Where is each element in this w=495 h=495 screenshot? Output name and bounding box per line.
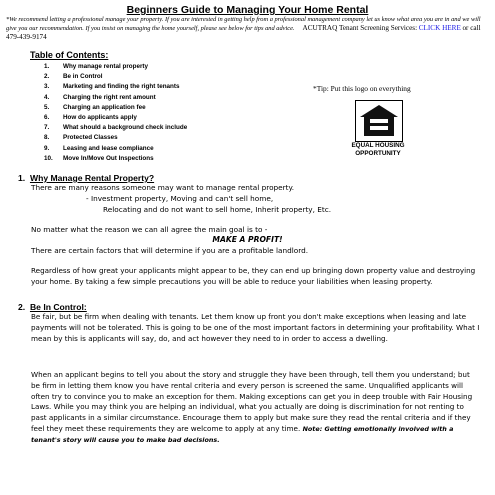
section-1-line-4: No matter what the reason we can all agree the main goal is to - <box>31 225 268 234</box>
toc-item <box>44 93 187 103</box>
section-1-paragraph-2: Regardless of how great your applicants might appear to be, they can end up bringing down property value and destroying your home. By taking a few simple precautions you will be able to reduce your liabilities when leasing property. <box>31 266 476 286</box>
toc-item <box>44 113 187 123</box>
logo-line-1: EQUAL HOUSING <box>351 142 405 149</box>
toc-item-number: 4. <box>44 93 50 101</box>
section-1-number: 1. <box>18 173 26 183</box>
toc-item-number: 5. <box>44 103 50 111</box>
section-2-note: Note: Getting emotionally involved with a tenant's story will cause you to make bad decisions. <box>31 424 454 444</box>
toc-item-label: Move In/Move Out Inspections <box>63 154 154 162</box>
toc-item <box>44 82 187 92</box>
toc-item <box>44 103 187 113</box>
toc-item-number: 6. <box>44 113 50 121</box>
table-of-contents <box>44 62 187 164</box>
logo-line-2: OPPORTUNITY <box>355 150 401 157</box>
intro-note <box>6 16 490 42</box>
click-here-link[interactable]: CLICK HERE <box>418 24 461 32</box>
section-1-line-3: Relocating and do not want to sell home, Inherit property, Etc. <box>103 205 332 214</box>
toc-item <box>44 62 187 72</box>
toc-item-number: 1. <box>44 63 50 70</box>
toc-item-label: How do applicants apply <box>63 113 137 121</box>
toc-item-label: Leasing and lease compliance <box>63 144 154 152</box>
logo-frame <box>355 100 403 142</box>
toc-item-number: 2. <box>44 73 50 81</box>
section-1-line-2: - Investment property, Moving and can't sell home, <box>86 194 274 203</box>
section-1-line-5: There are certain factors that will determine if you are a profitable landlord. <box>31 246 309 255</box>
section-2-title: Be In Control: <box>29 302 87 312</box>
toc-item-label: What should a background check include <box>63 124 188 132</box>
section-2-paragraph-1: Be fair, but be firm when dealing with tenants. Let them know up front you don't make exceptions when leasing and late payments will not be tolerated. This is going to be one of the most important factors in determining your profitability. What I mean by this is applicants will say, do, and act however they need to in order to access a dwelling. <box>31 312 480 343</box>
toc-item <box>44 133 187 143</box>
toc-item <box>44 144 187 154</box>
toc-item-number: 3. <box>44 83 50 91</box>
toc-item <box>44 123 187 133</box>
logo-tip: *Tip: Put this logo on everything <box>313 84 411 93</box>
page-title: Beginners Guide to Managing Your Home Rental <box>126 4 369 16</box>
toc-item <box>44 154 187 164</box>
toc-item-label: Marketing and finding the right tenants <box>63 83 180 91</box>
toc-item-label: Charging the right rent amount <box>63 93 156 101</box>
section-1-line-1: There are many reasons someone may want to manage rental property. <box>31 183 295 192</box>
equal-housing-logo <box>341 100 413 164</box>
logo-caption <box>341 142 415 158</box>
service-label: ACUTRAQ Tenant Screening Services: <box>302 24 418 32</box>
toc-item-label: Why manage rental property <box>63 63 149 70</box>
phone-contact: or call 479-439-9174 <box>6 24 481 41</box>
intro-text: *We recommend letting a professional manage your property. If you are interested in getting help from a professional management company let us know what area you are in and we will give you our recommendation. If you insist on managing the home yourself, please see below for tips and advice. <box>6 16 481 32</box>
section-2-number: 2. <box>18 302 26 312</box>
section-2-paragraph-2-text: When an applicant begins to tell you about the story and struggle they have been through, tell them you understand; but be firm in letting them know you have rental criteria and every person is screened the same. Unqualified applicants will often try to convince you to make an exception for them. Making exceptions can get you in deep trouble with Fair Housing Laws. While you may think you are helping an individual, what you actually are doing is discrimination for not renting to past applicants in a similar circumstance. Encourage them to apply but make sure they read the rental criteria and if they feel they meet these requirements they are welcome to apply at any time. <box>31 370 473 433</box>
toc-item-number: 8. <box>44 134 50 142</box>
make-a-profit: MAKE A PROFIT! <box>212 235 283 244</box>
section-1-title: Why Manage Rental Property? <box>29 173 155 183</box>
toc-item-number: 10. <box>44 154 53 162</box>
toc-item-label: Charging an application fee <box>63 103 146 111</box>
section-2-heading <box>18 302 87 312</box>
toc-item <box>44 72 187 82</box>
toc-item-number: 9. <box>44 144 50 152</box>
toc-heading: Table of Contents: <box>30 50 109 60</box>
toc-item-label: Be in Control <box>63 73 103 81</box>
toc-item-number: 7. <box>44 124 50 132</box>
toc-item-label: Protected Classes <box>63 134 118 142</box>
house-icon <box>356 101 402 141</box>
section-2-paragraph-2 <box>31 370 481 446</box>
